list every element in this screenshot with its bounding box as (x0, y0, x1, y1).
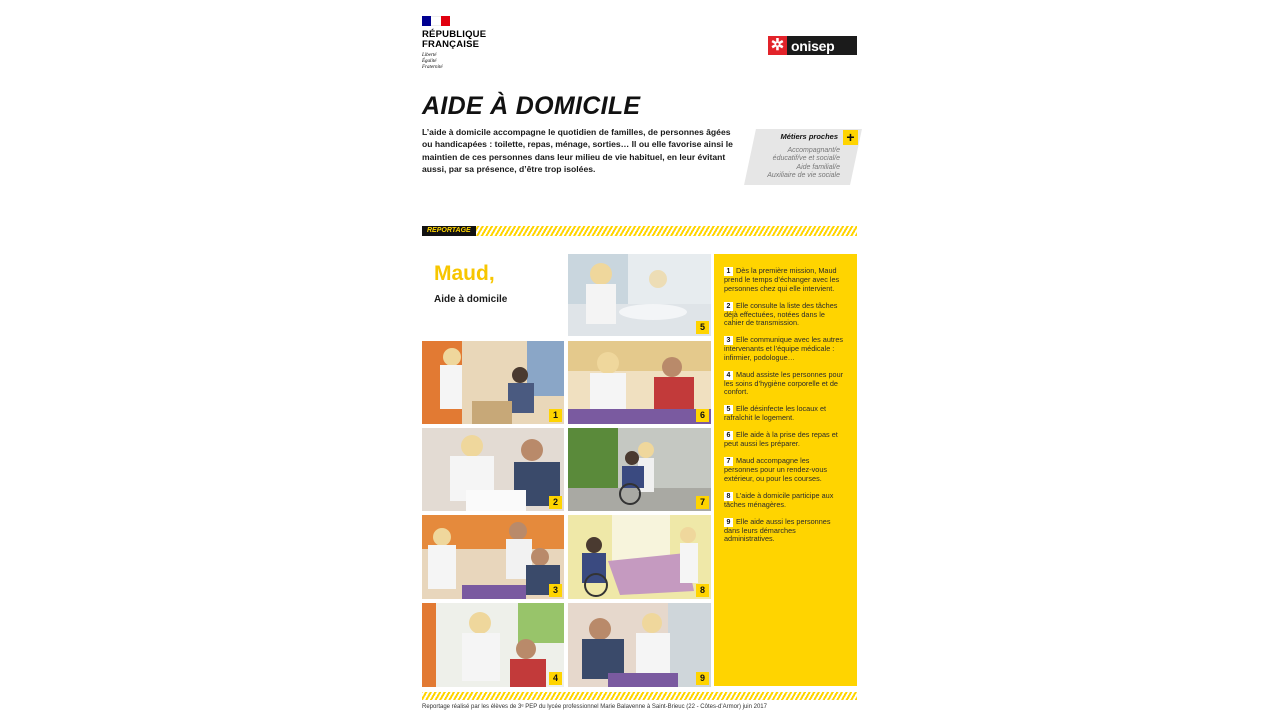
caption-item (724, 336, 845, 362)
photo-number: 4 (549, 672, 562, 685)
credit-line: Reportage réalisé par les élèves de 3ᵉ PEP du lycée professionnel Marie Balavenne à Saint-Brieuc (22 - Côtes-d’Armor) juin 2017 (422, 704, 767, 710)
caption-text: Maud assiste les personnes pour les soins d’hygiène corporelle et de confort. (724, 369, 844, 397)
rf-motto-liberte: Liberté (422, 53, 437, 58)
onisep-star-icon: ✲ (768, 36, 787, 55)
metier-proche-item: Aide familial/e (796, 163, 840, 171)
rf-motto-fraternite: Fraternité (422, 65, 443, 70)
caption-number: 7 (724, 457, 733, 466)
caption-number: 8 (724, 492, 733, 501)
photo-number: 6 (696, 409, 709, 422)
caption-number: 5 (724, 405, 733, 414)
page-title: AIDE À DOMICILE (422, 92, 641, 120)
metiers-proches-title: Métiers proches (780, 132, 838, 141)
photo-number: 5 (696, 321, 709, 334)
photo-4 (422, 603, 564, 687)
rf-motto-egalite: Égalité (422, 59, 437, 64)
caption-item (724, 518, 845, 544)
reportage-band (422, 226, 857, 236)
rf-name-line1: RÉPUBLIQUE (422, 29, 487, 40)
french-flag-icon (422, 16, 450, 26)
caption-item (724, 302, 845, 328)
photo-7 (568, 428, 711, 511)
caption-text: Dès la première mission, Maud prend le temps d’échanger avec les personnes chez qui elle intervient. (724, 266, 840, 293)
caption-number: 3 (724, 336, 733, 345)
caption-number: 6 (724, 431, 733, 440)
caption-text: Elle aide aussi les personnes dans leurs démarches administratives. (724, 516, 831, 544)
caption-number: 9 (724, 518, 733, 527)
photo-number: 3 (549, 584, 562, 597)
photo-number: 7 (696, 496, 709, 509)
caption-number: 4 (724, 371, 733, 380)
caption-text: Elle aide à la prise des repas et peut aussi les préparer. (724, 430, 838, 449)
photo-5 (568, 254, 711, 336)
photo-9 (568, 603, 711, 687)
caption-text: Elle consulte la liste des tâches déjà effectuées, notées dans le cahier de transmission. (724, 300, 838, 328)
photo-number: 9 (696, 672, 709, 685)
plus-icon: + (843, 130, 858, 145)
fiche-metier (418, 10, 860, 718)
onisep-logo (768, 36, 857, 55)
metiers-proches-box (758, 131, 854, 181)
metier-proche-item: éducatif/ve et social/e (772, 155, 840, 163)
photo-number: 1 (549, 409, 562, 422)
intro-paragraph: L’aide à domicile accompagne le quotidien de familles, de personnes âgées ou handicapées : toilette, repas, ménage, sorties… Il ou elle favorise ainsi le maintien de ces personnes dans leur milieu de vie habituel, en leur évitant aussi, par sa présence, d’être trop isolées. (422, 127, 733, 175)
photo-8 (568, 515, 711, 599)
photo-1 (422, 341, 564, 424)
caption-item (724, 457, 845, 483)
photo-number: 2 (549, 496, 562, 509)
bottom-band (422, 692, 857, 700)
metier-proche-item: Accompagnant/e (787, 147, 840, 154)
caption-text: L’aide à domicile participe aux tâches ménagères. (724, 490, 834, 509)
caption-text: Maud accompagne les personnes pour un rendez-vous extérieur, ou pour les courses. (724, 456, 828, 483)
caption-item (724, 405, 845, 423)
photo-2 (422, 428, 564, 511)
metier-proche-item: Auxiliaire de vie sociale (767, 172, 840, 180)
photo-6 (568, 341, 711, 424)
captions-column (714, 254, 857, 686)
person-role: Aide à domicile (434, 294, 508, 305)
caption-text: Elle désinfecte les locaux et rafraîchit le logement. (724, 404, 827, 423)
onisep-wordmark: onisep (791, 37, 835, 54)
caption-number: 1 (724, 267, 733, 276)
caption-text: Elle communique avec les autres intervenants et l’équipe médicale : infirmier, podologue… (724, 335, 844, 362)
caption-item (724, 371, 845, 397)
photo-3 (422, 515, 564, 599)
photo-number: 8 (696, 584, 709, 597)
caption-item (724, 492, 845, 510)
caption-item (724, 267, 845, 293)
caption-item (724, 431, 845, 449)
rf-name-line2: FRANÇAISE (422, 39, 480, 50)
person-name: Maud, (434, 262, 495, 285)
republique-francaise-logo (422, 16, 502, 71)
caption-number: 2 (724, 302, 733, 311)
reportage-label: REPORTAGE (422, 226, 476, 236)
